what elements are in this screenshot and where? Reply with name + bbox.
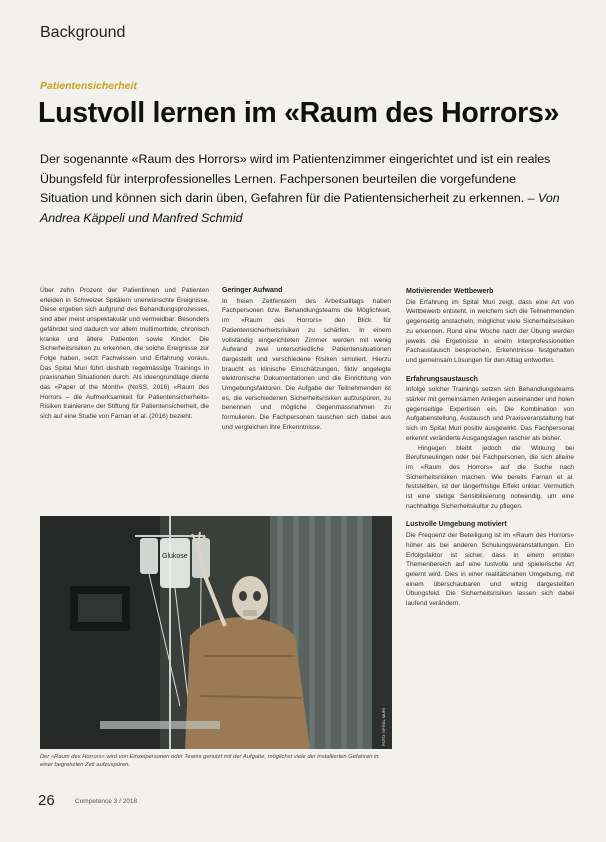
subheading: Geringer Aufwand bbox=[222, 287, 283, 294]
article-lead bbox=[40, 150, 565, 228]
publication-name: Competence 3 / 2018 bbox=[75, 798, 138, 805]
paragraph: In freien Zeitfenstern des Arbeitsalltags haben Fachpersonen bzw. Behandlungsteams die Möglichkeit, im «Raum des Horrors» den Blick für Patientensicherheitsrisiken zu schärfen. In einem vollständig eingerichteten Zimmer werden mit wenig Aufwand zwei unterschiedliche Patientensituationen dargestellt und verschiedene Risiken simuliert. Hierzu braucht es klinische Einschätzungen, fiktiv angelegte elektronische Dokumentationen und die Einrichtung von Umgebungsfaktoren. Die Aufgabe der Teilnehmenden ist es, die verschiedenen Sicherheitsrisiken aufzuspüren, zu benennen und mögliche Gegenmassnahmen zu formulieren. Die Fachpersonen tauschen sich dabei aus und vergleichen ihre Erkenntnisse. bbox=[222, 297, 391, 431]
photo-caption: Der «Raum des Horrors» wird von Einzelpersonen oder Teams genutzt mit der Aufgabe, möglichst viele der installierten Gefahren in einer begrenzten Zeit aufzuspüren. bbox=[40, 754, 379, 769]
subheading: Motivierender Wettbewerb bbox=[406, 288, 494, 295]
paragraph: Die Frequenz der Beteiligung ist im «Raum des Horrors» höher als bei anderen Schulungsveranstaltungen. Ein Erfolgsfaktor ist sicher, dass in einem ernsten Themenbereich auf eine lustvolle und spielerische Art gelernt wird. Dies in einer realitätsnahen Umgebung, mit einem überschaubaren und witzig dargestellten Übungsfeld. Die Sicherheitsrisiken lassen sich dabei laufend verändern. bbox=[406, 532, 574, 608]
article-title: Lustvoll lernen im «Raum des Horrors» bbox=[38, 97, 560, 129]
article-photo bbox=[40, 516, 392, 749]
paragraph: Über zehn Prozent der Patientinnen und Patienten erleiden in Schweizer Spitälern unerwünschte Ereignisse. Diese ergeben sich aufgrund des Behandlungsprozesses, sind aber meist unspektakulär und vermeidbar. Besonders gefährdet sind dadurch vor allem multimorbide, chronisch kranke und ältere Patienten sowie Kinder. Die Sicherheitsrisiken zu erkennen, die solche Ereignisse zur Folge haben, setzt Fachwissen und Erfahrung voraus. Das Spital Muri führt deshalb regelmässige Trainings in praxisnahen Situationen durch. Als ideengrundlage diente das «Paper of the Month» (NoSS, 2016) «Raum des Horrors – die Aufmerksamkeit für Patientensicherheits-Risiken trainieren» der Stiftung für Patientensicherheit, die sich auf eine Studie von Farnan et al. (2016) bezieht. bbox=[40, 287, 209, 421]
paragraph: Hingegen bleibt jedoch die Wirkung bei Berufsneulingen oder bei Fachpersonen, die sich alleine im «Raum des Horrors» auf die Suche nach Sicherheitsrisiken machen. Wie bereits Farnan et al. feststellten, ist der längerfristige Effekt unklar. Vermutlich ist eine stetige Sensibilisierung notwendig, um eine nachhaltige Sicherheitskultur zu pflegen. bbox=[406, 444, 574, 510]
skeleton-scene-illustration bbox=[40, 516, 392, 749]
section-label: Background bbox=[40, 24, 126, 41]
paragraph: Infolge solcher Trainings setzen sich Behandlungsteams stärker mit gemeinsamen Anliegen auseinander und holen gegenseitige Expertisen ein. Die Kombination von Aufgabenstellung, Austausch und Praxisveranstaltung hat sich im Spital Muri positiv ausgewirkt. Das Fachpersonal erkennt veränderte Ausgangslagen rascher als bisher. bbox=[406, 386, 574, 442]
byline: – Von Andrea Käppeli und Manfred Schmid bbox=[40, 191, 560, 225]
page-number: 26 bbox=[38, 792, 55, 809]
paragraph: Die Erfahrung im Spital Muri zeigt, dass eine Art von Wettbewerb entsteht, in welchem sich die Teilnehmenden gegenseitig anstacheln, möglichst viele Sicherheitsrisiken zu erkennen. Rund eine Woche nach der Übung werden jeweils die Ergebnisse in einem interprofessionellen Fachaustausch besprochen, Erkenntnisse festgehalten und gemeinsam Lösungen für den Alltag entworfen. bbox=[406, 298, 574, 364]
text-column-3 bbox=[406, 287, 574, 618]
subheading: Erfahrungsaustausch bbox=[406, 375, 478, 383]
subheading: Lustvolle Umgebung motiviert bbox=[406, 521, 507, 529]
iv-bag-label: Glukose bbox=[162, 553, 188, 560]
text-column-2 bbox=[222, 286, 391, 442]
photo-credit: FOTO: SPITAL MURI bbox=[381, 708, 386, 746]
lead-text: Der sogenannte «Raum des Horrors» wird im Patientenzimmer eingerichtet und ist ein reales Übungsfeld für interprofessionelles Lernen. Fachpersonen beurteilen die vorgefundene Situation und können sich darin üben, Gefahren für die Patientensicherheit zu erkennen. bbox=[40, 152, 551, 205]
article-kicker: Patientensicherheit bbox=[40, 80, 137, 92]
text-column-1 bbox=[40, 286, 209, 431]
